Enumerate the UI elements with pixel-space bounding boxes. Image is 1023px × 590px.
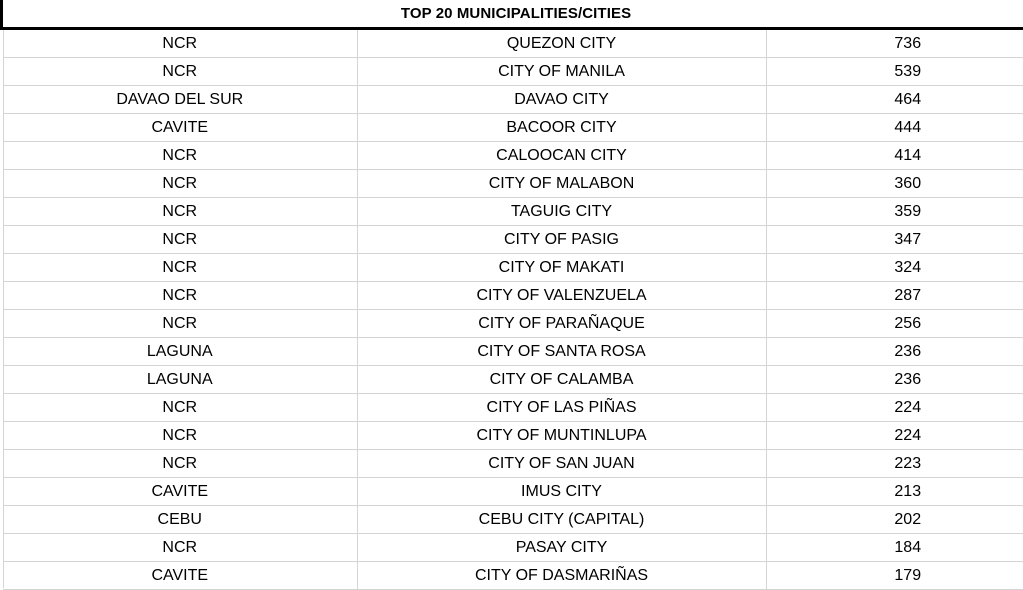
table-row <box>3 450 1023 478</box>
count-cell[interactable]: 736 <box>766 30 1023 58</box>
count-cell[interactable]: 184 <box>766 534 1023 562</box>
region-cell[interactable]: DAVAO DEL SUR <box>3 86 357 114</box>
region-cell[interactable]: NCR <box>3 422 357 450</box>
region-cell[interactable]: NCR <box>3 226 357 254</box>
region-cell[interactable]: CEBU <box>3 506 357 534</box>
city-cell[interactable]: CITY OF LAS PIÑAS <box>357 394 766 422</box>
table-row <box>3 30 1023 58</box>
region-cell[interactable]: NCR <box>3 198 357 226</box>
count-cell[interactable]: 223 <box>766 450 1023 478</box>
region-cell[interactable]: CAVITE <box>3 562 357 590</box>
top-cities-table <box>3 30 1023 590</box>
region-cell[interactable]: LAGUNA <box>3 366 357 394</box>
table-row <box>3 198 1023 226</box>
city-cell[interactable]: CITY OF PARAÑAQUE <box>357 310 766 338</box>
region-cell[interactable]: CAVITE <box>3 114 357 142</box>
table-row <box>3 534 1023 562</box>
count-cell[interactable]: 224 <box>766 394 1023 422</box>
region-cell[interactable]: NCR <box>3 142 357 170</box>
city-cell[interactable]: TAGUIG CITY <box>357 198 766 226</box>
table-row <box>3 86 1023 114</box>
region-cell[interactable]: NCR <box>3 282 357 310</box>
city-cell[interactable]: CITY OF SAN JUAN <box>357 450 766 478</box>
table-row <box>3 422 1023 450</box>
city-cell[interactable]: QUEZON CITY <box>357 30 766 58</box>
region-cell[interactable]: NCR <box>3 30 357 58</box>
count-cell[interactable]: 236 <box>766 338 1023 366</box>
count-cell[interactable]: 287 <box>766 282 1023 310</box>
region-cell[interactable]: NCR <box>3 450 357 478</box>
count-cell[interactable]: 256 <box>766 310 1023 338</box>
city-cell[interactable]: CITY OF CALAMBA <box>357 366 766 394</box>
table-row <box>3 394 1023 422</box>
city-cell[interactable]: CALOOCAN CITY <box>357 142 766 170</box>
region-cell[interactable]: LAGUNA <box>3 338 357 366</box>
region-cell[interactable]: NCR <box>3 58 357 86</box>
table-row <box>3 366 1023 394</box>
table-row <box>3 226 1023 254</box>
count-cell[interactable]: 179 <box>766 562 1023 590</box>
city-cell[interactable]: CITY OF SANTA ROSA <box>357 338 766 366</box>
table-title: TOP 20 MUNICIPALITIES/CITIES <box>400 5 632 22</box>
count-cell[interactable]: 347 <box>766 226 1023 254</box>
count-cell[interactable]: 464 <box>766 86 1023 114</box>
city-cell[interactable]: CITY OF VALENZUELA <box>357 282 766 310</box>
count-cell[interactable]: 539 <box>766 58 1023 86</box>
count-cell[interactable]: 360 <box>766 170 1023 198</box>
count-cell[interactable]: 359 <box>766 198 1023 226</box>
city-cell[interactable]: CEBU CITY (CAPITAL) <box>357 506 766 534</box>
count-cell[interactable]: 414 <box>766 142 1023 170</box>
table-row <box>3 142 1023 170</box>
city-cell[interactable]: DAVAO CITY <box>357 86 766 114</box>
region-cell[interactable]: NCR <box>3 310 357 338</box>
count-cell[interactable]: 202 <box>766 506 1023 534</box>
city-cell[interactable]: CITY OF DASMARIÑAS <box>357 562 766 590</box>
city-cell[interactable]: CITY OF PASIG <box>357 226 766 254</box>
table-row <box>3 58 1023 86</box>
region-cell[interactable]: NCR <box>3 170 357 198</box>
count-cell[interactable]: 444 <box>766 114 1023 142</box>
table-row <box>3 338 1023 366</box>
table-body <box>3 30 1023 590</box>
count-cell[interactable]: 224 <box>766 422 1023 450</box>
table-row <box>3 170 1023 198</box>
city-cell[interactable]: PASAY CITY <box>357 534 766 562</box>
region-cell[interactable]: NCR <box>3 394 357 422</box>
city-cell[interactable]: CITY OF MALABON <box>357 170 766 198</box>
table-row <box>3 310 1023 338</box>
table-row <box>3 506 1023 534</box>
count-cell[interactable]: 324 <box>766 254 1023 282</box>
table-row <box>3 282 1023 310</box>
city-cell[interactable]: IMUS CITY <box>357 478 766 506</box>
table-row <box>3 114 1023 142</box>
table-row <box>3 478 1023 506</box>
title-cell[interactable] <box>3 0 1023 30</box>
region-cell[interactable]: NCR <box>3 254 357 282</box>
count-cell[interactable]: 213 <box>766 478 1023 506</box>
city-cell[interactable]: CITY OF MUNTINLUPA <box>357 422 766 450</box>
city-cell[interactable]: CITY OF MANILA <box>357 58 766 86</box>
count-cell[interactable]: 236 <box>766 366 1023 394</box>
city-cell[interactable]: CITY OF MAKATI <box>357 254 766 282</box>
table-row <box>3 254 1023 282</box>
region-cell[interactable]: NCR <box>3 534 357 562</box>
table-row <box>3 562 1023 590</box>
region-cell[interactable]: CAVITE <box>3 478 357 506</box>
city-cell[interactable]: BACOOR CITY <box>357 114 766 142</box>
